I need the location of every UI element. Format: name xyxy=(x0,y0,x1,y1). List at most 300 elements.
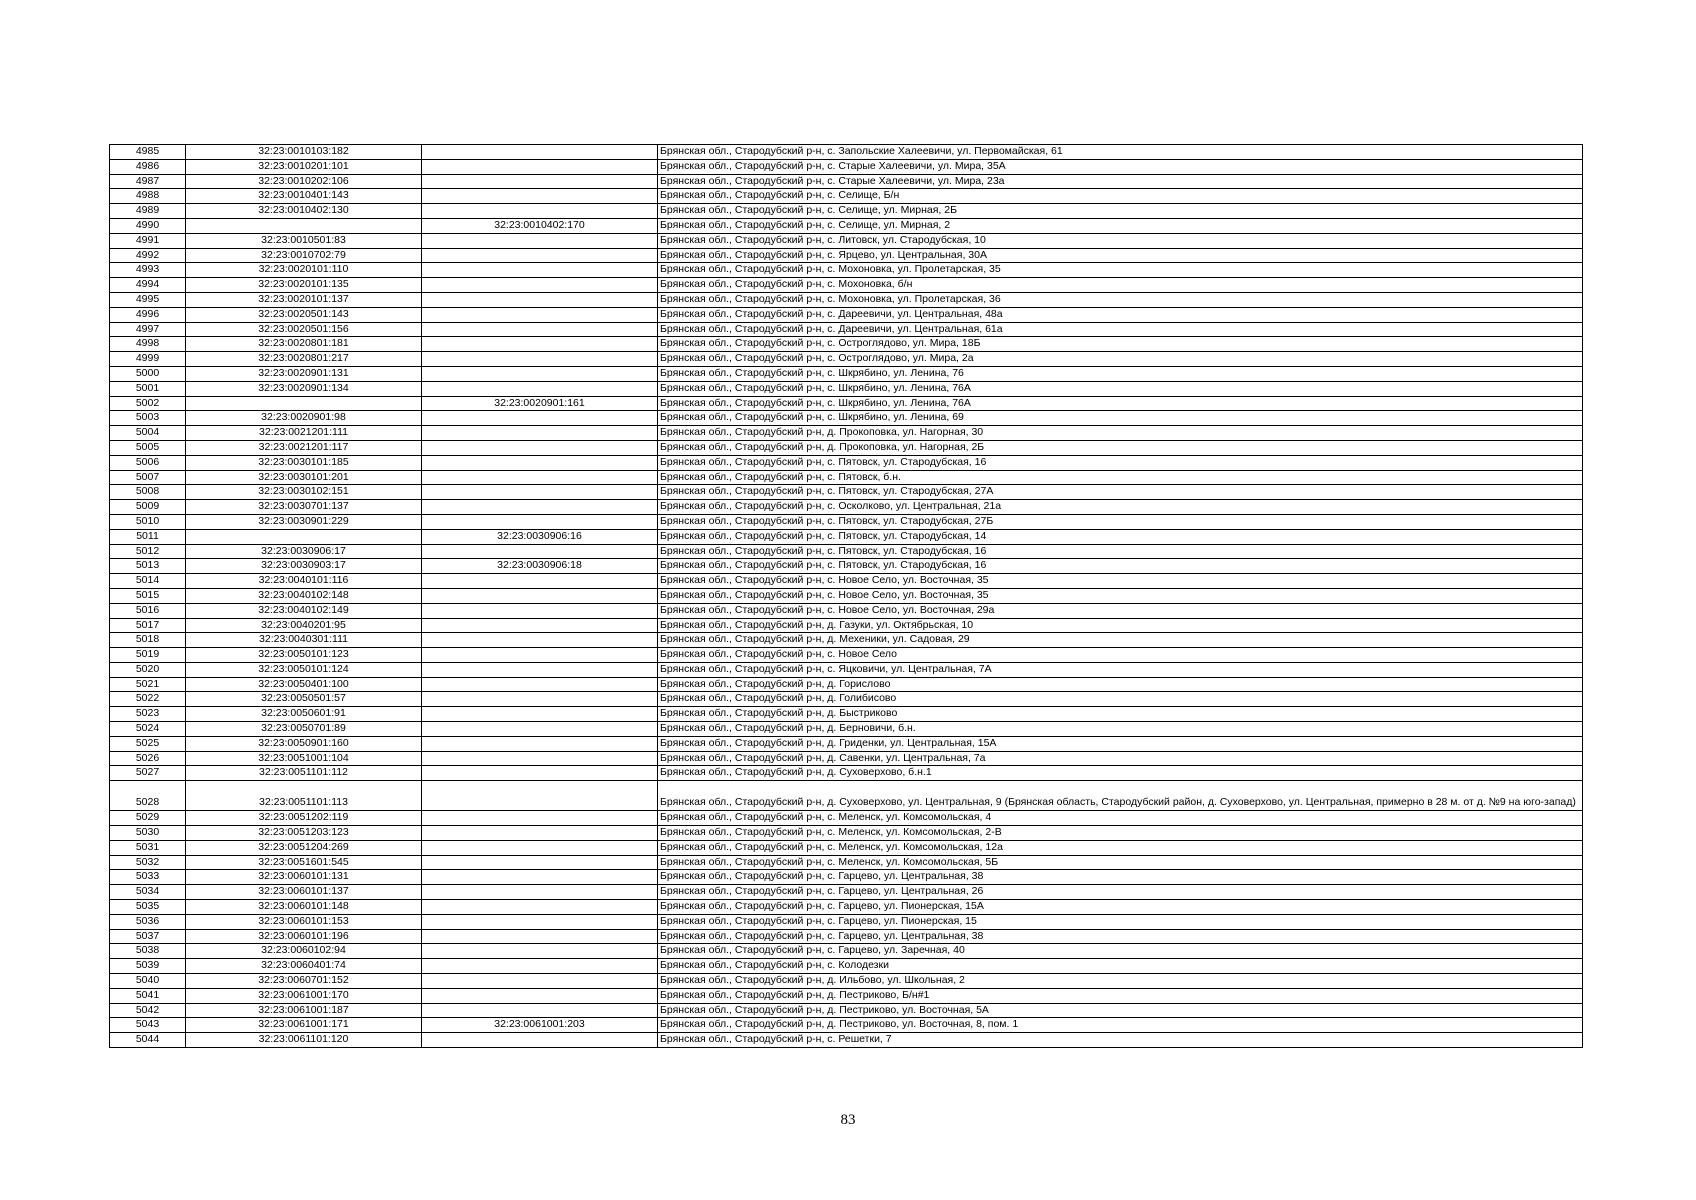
cadastral-number-cell: 32:23:0020801:217 xyxy=(186,352,422,367)
row-number-cell: 5039 xyxy=(110,959,186,974)
row-number-cell: 5034 xyxy=(110,885,186,900)
address-cell: Брянская обл., Стародубский р-н, д. Гриденки, ул. Центральная, 15А xyxy=(658,736,1583,751)
cadastral-number-cell: 32:23:0040101:116 xyxy=(186,574,422,589)
cadastral-number-cell: 32:23:0050601:91 xyxy=(186,707,422,722)
address-cell: Брянская обл., Стародубский р-н, с. Гарцево, ул. Пионерская, 15А xyxy=(658,900,1583,915)
row-number-cell: 5008 xyxy=(110,485,186,500)
table-row xyxy=(110,588,1583,603)
address-cell: Брянская обл., Стародубский р-н, с. Колодезки xyxy=(658,959,1583,974)
address-cell: Брянская обл., Стародубский р-н, с. Гарцево, ул. Центральная, 38 xyxy=(658,929,1583,944)
cadastral-number-cell: 32:23:0060101:148 xyxy=(186,900,422,915)
address-cell: Брянская обл., Стародубский р-н, с. Шкрябино, ул. Ленина, 69 xyxy=(658,411,1583,426)
related-cadastral-number-cell xyxy=(422,366,658,381)
row-number-cell: 4987 xyxy=(110,174,186,189)
row-number-cell: 5018 xyxy=(110,633,186,648)
row-number-cell: 5028 xyxy=(110,781,186,811)
table-row xyxy=(110,352,1583,367)
related-cadastral-number-cell xyxy=(422,677,658,692)
related-cadastral-number-cell xyxy=(422,174,658,189)
related-cadastral-number-cell xyxy=(422,411,658,426)
cadastral-number-cell: 32:23:0050101:124 xyxy=(186,662,422,677)
related-cadastral-number-cell xyxy=(422,574,658,589)
related-cadastral-number-cell xyxy=(422,840,658,855)
table-row xyxy=(110,1018,1583,1033)
related-cadastral-number-cell: 32:23:0030906:18 xyxy=(422,559,658,574)
row-number-cell: 5026 xyxy=(110,751,186,766)
address-cell: Брянская обл., Стародубский р-н, с. Пятовск, ул. Стародубская, 16 xyxy=(658,455,1583,470)
address-cell: Брянская обл., Стародубский р-н, с. Новое Село, ул. Восточная, 29а xyxy=(658,603,1583,618)
cadastral-number-cell: 32:23:0051202:119 xyxy=(186,811,422,826)
cadastral-number-cell: 32:23:0010702:79 xyxy=(186,248,422,263)
related-cadastral-number-cell xyxy=(422,145,658,160)
address-cell: Брянская обл., Стародубский р-н, с. Гарцево, ул. Заречная, 40 xyxy=(658,944,1583,959)
row-number-cell: 5043 xyxy=(110,1018,186,1033)
related-cadastral-number-cell xyxy=(422,544,658,559)
row-number-cell: 5037 xyxy=(110,929,186,944)
row-number-cell: 5024 xyxy=(110,722,186,737)
related-cadastral-number-cell xyxy=(422,588,658,603)
address-cell: Брянская обл., Стародубский р-н, с. Дареевичи, ул. Центральная, 61а xyxy=(658,322,1583,337)
row-number-cell: 5007 xyxy=(110,470,186,485)
table-row xyxy=(110,455,1583,470)
row-number-cell: 4998 xyxy=(110,337,186,352)
related-cadastral-number-cell xyxy=(422,292,658,307)
cadastral-number-cell: 32:23:0020101:135 xyxy=(186,278,422,293)
table-row xyxy=(110,396,1583,411)
address-cell: Брянская обл., Стародубский р-н, с. Селище, ул. Мирная, 2Б xyxy=(658,204,1583,219)
related-cadastral-number-cell xyxy=(422,159,658,174)
related-cadastral-number-cell xyxy=(422,470,658,485)
table-row xyxy=(110,514,1583,529)
row-number-cell: 5042 xyxy=(110,1003,186,1018)
address-cell: Брянская обл., Стародубский р-н, с. Мохоновка, б/н xyxy=(658,278,1583,293)
table-row xyxy=(110,307,1583,322)
row-number-cell: 4992 xyxy=(110,248,186,263)
row-number-cell: 4996 xyxy=(110,307,186,322)
table-row xyxy=(110,722,1583,737)
table-row xyxy=(110,618,1583,633)
cadastral-number-cell: 32:23:0051203:123 xyxy=(186,826,422,841)
row-number-cell: 4986 xyxy=(110,159,186,174)
address-cell: Брянская обл., Стародубский р-н, с. Старые Халеевичи, ул. Мира, 23а xyxy=(658,174,1583,189)
table-row xyxy=(110,988,1583,1003)
address-cell: Брянская обл., Стародубский р-н, д. Газуки, ул. Октябрьская, 10 xyxy=(658,618,1583,633)
address-cell: Брянская обл., Стародубский р-н, д. Горислово xyxy=(658,677,1583,692)
address-cell: Брянская обл., Стародубский р-н, с. Селище, ул. Мирная, 2 xyxy=(658,218,1583,233)
table-row xyxy=(110,648,1583,663)
cadastral-number-cell: 32:23:0050901:160 xyxy=(186,736,422,751)
related-cadastral-number-cell xyxy=(422,500,658,515)
row-number-cell: 5044 xyxy=(110,1033,186,1048)
address-cell: Брянская обл., Стародубский р-н, д. Голибисово xyxy=(658,692,1583,707)
address-cell: Брянская обл., Стародубский р-н, д. Быстриково xyxy=(658,707,1583,722)
table-row xyxy=(110,944,1583,959)
related-cadastral-number-cell xyxy=(422,307,658,322)
related-cadastral-number-cell xyxy=(422,855,658,870)
address-cell: Брянская обл., Стародубский р-н, с. Дареевичи, ул. Центральная, 48а xyxy=(658,307,1583,322)
related-cadastral-number-cell xyxy=(422,944,658,959)
row-number-cell: 5015 xyxy=(110,588,186,603)
address-cell: Брянская обл., Стародубский р-н, с. Меленск, ул. Комсомольская, 12а xyxy=(658,840,1583,855)
table-row xyxy=(110,692,1583,707)
address-cell: Брянская обл., Стародубский р-н, с. Пятовск, ул. Стародубская, 16 xyxy=(658,544,1583,559)
row-number-cell: 5035 xyxy=(110,900,186,915)
table-row xyxy=(110,248,1583,263)
address-cell: Брянская обл., Стародубский р-н, с. Решетки, 7 xyxy=(658,1033,1583,1048)
address-cell: Брянская обл., Стародубский р-н, с. Остроглядово, ул. Мира, 2а xyxy=(658,352,1583,367)
cadastral-number-cell: 32:23:0010201:101 xyxy=(186,159,422,174)
cadastral-number-cell: 32:23:0050401:100 xyxy=(186,677,422,692)
related-cadastral-number-cell xyxy=(422,322,658,337)
table-row xyxy=(110,174,1583,189)
address-cell: Брянская обл., Стародубский р-н, с. Гарцево, ул. Пионерская, 15 xyxy=(658,914,1583,929)
cadastral-number-cell: 32:23:0020901:131 xyxy=(186,366,422,381)
address-cell: Брянская обл., Стародубский р-н, с. Меленск, ул. Комсомольская, 2-В xyxy=(658,826,1583,841)
row-number-cell: 5033 xyxy=(110,870,186,885)
table-row xyxy=(110,145,1583,160)
table-row xyxy=(110,529,1583,544)
cadastral-number-cell: 32:23:0030906:17 xyxy=(186,544,422,559)
related-cadastral-number-cell xyxy=(422,648,658,663)
table-row xyxy=(110,411,1583,426)
cadastral-number-cell: 32:23:0010103:182 xyxy=(186,145,422,160)
address-cell: Брянская обл., Стародубский р-н, с. Осколково, ул. Центральная, 21а xyxy=(658,500,1583,515)
cadastral-number-cell: 32:23:0010501:83 xyxy=(186,233,422,248)
address-cell: Брянская обл., Стародубский р-н, с. Пятовск, ул. Стародубская, 27А xyxy=(658,485,1583,500)
address-cell: Брянская обл., Стародубский р-н, д. Ильбово, ул. Школьная, 2 xyxy=(658,974,1583,989)
address-cell: Брянская обл., Стародубский р-н, д. Суховерхово, б.н.1 xyxy=(658,766,1583,781)
address-cell: Брянская обл., Стародубский р-н, д. Прокоповка, ул. Нагорная, 30 xyxy=(658,426,1583,441)
cadastral-number-cell: 32:23:0051101:113 xyxy=(186,781,422,811)
row-number-cell: 5029 xyxy=(110,811,186,826)
cadastral-number-cell: 32:23:0030903:17 xyxy=(186,559,422,574)
cadastral-number-cell: 32:23:0020801:181 xyxy=(186,337,422,352)
table-row xyxy=(110,900,1583,915)
related-cadastral-number-cell xyxy=(422,900,658,915)
table-row xyxy=(110,189,1583,204)
related-cadastral-number-cell: 32:23:0061001:203 xyxy=(422,1018,658,1033)
cadastral-number-cell: 32:23:0060401:74 xyxy=(186,959,422,974)
related-cadastral-number-cell xyxy=(422,826,658,841)
address-cell: Брянская обл., Стародубский р-н, д. Пестриково, ул. Восточная, 5А xyxy=(658,1003,1583,1018)
address-cell: Брянская обл., Стародубский р-н, с. Пятовск, ул. Стародубская, 14 xyxy=(658,529,1583,544)
table-row xyxy=(110,440,1583,455)
row-number-cell: 5013 xyxy=(110,559,186,574)
address-cell: Брянская обл., Стародубский р-н, с. Гарцево, ул. Центральная, 38 xyxy=(658,870,1583,885)
related-cadastral-number-cell xyxy=(422,189,658,204)
cadastral-number-cell: 32:23:0010202:106 xyxy=(186,174,422,189)
related-cadastral-number-cell xyxy=(422,248,658,263)
related-cadastral-number-cell xyxy=(422,811,658,826)
address-cell: Брянская обл., Стародубский р-н, с. Пятовск, ул. Стародубская, 27Б xyxy=(658,514,1583,529)
cadastral-number-cell: 32:23:0020101:110 xyxy=(186,263,422,278)
row-number-cell: 5010 xyxy=(110,514,186,529)
cadastral-number-cell: 32:23:0030102:151 xyxy=(186,485,422,500)
related-cadastral-number-cell xyxy=(422,1033,658,1048)
row-number-cell: 5023 xyxy=(110,707,186,722)
cadastral-number-cell: 32:23:0030901:229 xyxy=(186,514,422,529)
cadastral-number-cell: 32:23:0030101:201 xyxy=(186,470,422,485)
address-cell: Брянская обл., Стародубский р-н, с. Селище, Б/н xyxy=(658,189,1583,204)
row-number-cell: 5019 xyxy=(110,648,186,663)
cadastral-number-cell: 32:23:0051001:104 xyxy=(186,751,422,766)
table-row xyxy=(110,870,1583,885)
cadastral-number-cell: 32:23:0061001:187 xyxy=(186,1003,422,1018)
address-cell: Брянская обл., Стародубский р-н, д. Пестриково, Б/н#1 xyxy=(658,988,1583,1003)
cadastral-number-cell: 32:23:0010402:130 xyxy=(186,204,422,219)
address-cell: Брянская обл., Стародубский р-н, с. Литовск, ул. Стародубская, 10 xyxy=(658,233,1583,248)
cadastral-number-cell: 32:23:0060701:152 xyxy=(186,974,422,989)
address-cell: Брянская обл., Стародубский р-н, с. Меленск, ул. Комсомольская, 4 xyxy=(658,811,1583,826)
cadastral-number-cell: 32:23:0020101:137 xyxy=(186,292,422,307)
row-number-cell: 5001 xyxy=(110,381,186,396)
row-number-cell: 5011 xyxy=(110,529,186,544)
cadastral-number-cell: 32:23:0021201:117 xyxy=(186,440,422,455)
address-cell: Брянская обл., Стародубский р-н, с. Новое Село xyxy=(658,648,1583,663)
cadastral-number-cell: 32:23:0061001:171 xyxy=(186,1018,422,1033)
related-cadastral-number-cell xyxy=(422,485,658,500)
table-row xyxy=(110,278,1583,293)
address-cell: Брянская обл., Стародубский р-н, д. Прокоповка, ул. Нагорная, 2Б xyxy=(658,440,1583,455)
row-number-cell: 5006 xyxy=(110,455,186,470)
row-number-cell: 4985 xyxy=(110,145,186,160)
table-row xyxy=(110,914,1583,929)
row-number-cell: 5005 xyxy=(110,440,186,455)
row-number-cell: 5014 xyxy=(110,574,186,589)
row-number-cell: 4991 xyxy=(110,233,186,248)
table-row xyxy=(110,633,1583,648)
related-cadastral-number-cell xyxy=(422,352,658,367)
related-cadastral-number-cell xyxy=(422,337,658,352)
related-cadastral-number-cell xyxy=(422,722,658,737)
cadastral-number-cell: 32:23:0040102:149 xyxy=(186,603,422,618)
row-number-cell: 5036 xyxy=(110,914,186,929)
row-number-cell: 5004 xyxy=(110,426,186,441)
table-row xyxy=(110,677,1583,692)
cadastral-number-cell xyxy=(186,218,422,233)
row-number-cell: 5022 xyxy=(110,692,186,707)
row-number-cell: 5030 xyxy=(110,826,186,841)
related-cadastral-number-cell xyxy=(422,929,658,944)
cadastral-number-cell: 32:23:0060101:137 xyxy=(186,885,422,900)
cadastral-number-cell: 32:23:0030101:185 xyxy=(186,455,422,470)
related-cadastral-number-cell: 32:23:0020901:161 xyxy=(422,396,658,411)
cadastral-number-cell: 32:23:0040301:111 xyxy=(186,633,422,648)
cadastral-number-cell: 32:23:0051601:545 xyxy=(186,855,422,870)
address-cell: Брянская обл., Стародубский р-н, д. Суховерхово, ул. Центральная, 9 (Брянская область, Стародубский район, д. Суховерхово, ул. Центральная, примерно в 28 м. от д. №9 на юго-запад) xyxy=(658,781,1583,811)
address-cell: Брянская обл., Стародубский р-н, с. Новое Село, ул. Восточная, 35 xyxy=(658,574,1583,589)
cadastral-number-cell: 32:23:0051204:269 xyxy=(186,840,422,855)
row-number-cell: 4989 xyxy=(110,204,186,219)
row-number-cell: 4993 xyxy=(110,263,186,278)
cadastral-number-cell: 32:23:0060101:196 xyxy=(186,929,422,944)
row-number-cell: 5020 xyxy=(110,662,186,677)
table-row xyxy=(110,381,1583,396)
row-number-cell: 5041 xyxy=(110,988,186,1003)
cadastral-number-cell: 32:23:0040102:148 xyxy=(186,588,422,603)
row-number-cell: 4994 xyxy=(110,278,186,293)
address-cell: Брянская обл., Стародубский р-н, с. Пятовск, б.н. xyxy=(658,470,1583,485)
cadastral-number-cell: 32:23:0050101:123 xyxy=(186,648,422,663)
address-cell: Брянская обл., Стародубский р-н, с. Старые Халеевичи, ул. Мира, 35А xyxy=(658,159,1583,174)
address-cell: Брянская обл., Стародубский р-н, д. Пестриково, ул. Восточная, 8, пом. 1 xyxy=(658,1018,1583,1033)
row-number-cell: 5003 xyxy=(110,411,186,426)
cadastral-number-cell: 32:23:0060101:153 xyxy=(186,914,422,929)
address-cell: Брянская обл., Стародубский р-н, д. Берновичи, б.н. xyxy=(658,722,1583,737)
table-body xyxy=(110,145,1583,1048)
related-cadastral-number-cell xyxy=(422,204,658,219)
cadastral-number-cell: 32:23:0020501:156 xyxy=(186,322,422,337)
cadastral-number-cell: 32:23:0021201:111 xyxy=(186,426,422,441)
address-cell: Брянская обл., Стародубский р-н, с. Пятовск, ул. Стародубская, 16 xyxy=(658,559,1583,574)
address-cell: Брянская обл., Стародубский р-н, с. Ярцево, ул. Центральная, 30А xyxy=(658,248,1583,263)
address-cell: Брянская обл., Стародубский р-н, с. Мохоновка, ул. Пролетарская, 35 xyxy=(658,263,1583,278)
page-number: 83 xyxy=(840,1112,856,1128)
related-cadastral-number-cell xyxy=(422,870,658,885)
related-cadastral-number-cell xyxy=(422,707,658,722)
table-row xyxy=(110,485,1583,500)
row-number-cell: 5032 xyxy=(110,855,186,870)
address-cell: Брянская обл., Стародубский р-н, с. Шкрябино, ул. Ленина, 76А xyxy=(658,396,1583,411)
cadastral-number-cell: 32:23:0020901:134 xyxy=(186,381,422,396)
related-cadastral-number-cell xyxy=(422,263,658,278)
related-cadastral-number-cell xyxy=(422,426,658,441)
related-cadastral-number-cell xyxy=(422,885,658,900)
table-row xyxy=(110,707,1583,722)
cadastral-number-cell: 32:23:0010401:143 xyxy=(186,189,422,204)
table-row xyxy=(110,218,1583,233)
table-row xyxy=(110,1033,1583,1048)
cadastral-number-cell: 32:23:0050501:57 xyxy=(186,692,422,707)
cadastral-number-cell: 32:23:0051101:112 xyxy=(186,766,422,781)
row-number-cell: 5002 xyxy=(110,396,186,411)
table-row xyxy=(110,781,1583,811)
address-cell: Брянская обл., Стародубский р-н, с. Гарцево, ул. Центральная, 26 xyxy=(658,885,1583,900)
table-row xyxy=(110,292,1583,307)
row-number-cell: 4990 xyxy=(110,218,186,233)
row-number-cell: 5012 xyxy=(110,544,186,559)
cadastral-table xyxy=(109,144,1583,1048)
related-cadastral-number-cell: 32:23:0030906:16 xyxy=(422,529,658,544)
cadastral-number-cell xyxy=(186,529,422,544)
row-number-cell: 5021 xyxy=(110,677,186,692)
table-row xyxy=(110,811,1583,826)
table-row xyxy=(110,974,1583,989)
table-row xyxy=(110,544,1583,559)
related-cadastral-number-cell xyxy=(422,455,658,470)
row-number-cell: 4995 xyxy=(110,292,186,307)
cadastral-number-cell: 32:23:0030701:137 xyxy=(186,500,422,515)
address-cell: Брянская обл., Стародубский р-н, с. Запольские Халеевичи, ул. Первомайская, 61 xyxy=(658,145,1583,160)
table-row xyxy=(110,426,1583,441)
cadastral-number-cell: 32:23:0020901:98 xyxy=(186,411,422,426)
address-cell: Брянская обл., Стародубский р-н, с. Мохоновка, ул. Пролетарская, 36 xyxy=(658,292,1583,307)
table-row xyxy=(110,263,1583,278)
related-cadastral-number-cell xyxy=(422,633,658,648)
related-cadastral-number-cell xyxy=(422,766,658,781)
table-row xyxy=(110,736,1583,751)
address-cell: Брянская обл., Стародубский р-н, с. Меленск, ул. Комсомольская, 5Б xyxy=(658,855,1583,870)
address-cell: Брянская обл., Стародубский р-н, с. Новое Село, ул. Восточная, 35 xyxy=(658,588,1583,603)
table-row xyxy=(110,1003,1583,1018)
row-number-cell: 5027 xyxy=(110,766,186,781)
cadastral-number-cell: 32:23:0061001:170 xyxy=(186,988,422,1003)
related-cadastral-number-cell xyxy=(422,381,658,396)
row-number-cell: 5040 xyxy=(110,974,186,989)
related-cadastral-number-cell xyxy=(422,618,658,633)
related-cadastral-number-cell xyxy=(422,662,658,677)
table-row xyxy=(110,826,1583,841)
table-row xyxy=(110,855,1583,870)
row-number-cell: 5031 xyxy=(110,840,186,855)
table-row xyxy=(110,559,1583,574)
table-row xyxy=(110,233,1583,248)
related-cadastral-number-cell xyxy=(422,781,658,811)
row-number-cell: 4997 xyxy=(110,322,186,337)
row-number-cell: 5017 xyxy=(110,618,186,633)
table-row xyxy=(110,751,1583,766)
cadastral-number-cell: 32:23:0050701:89 xyxy=(186,722,422,737)
cadastral-number-cell xyxy=(186,396,422,411)
address-cell: Брянская обл., Стародубский р-н, с. Шкрябино, ул. Ленина, 76 xyxy=(658,366,1583,381)
cadastral-number-cell: 32:23:0060101:131 xyxy=(186,870,422,885)
related-cadastral-number-cell xyxy=(422,974,658,989)
row-number-cell: 4988 xyxy=(110,189,186,204)
row-number-cell: 5038 xyxy=(110,944,186,959)
address-cell: Брянская обл., Стародубский р-н, д. Мехеники, ул. Садовая, 29 xyxy=(658,633,1583,648)
related-cadastral-number-cell xyxy=(422,914,658,929)
table-row xyxy=(110,159,1583,174)
related-cadastral-number-cell xyxy=(422,692,658,707)
related-cadastral-number-cell xyxy=(422,988,658,1003)
table-row xyxy=(110,885,1583,900)
cadastral-number-cell: 32:23:0040201:95 xyxy=(186,618,422,633)
table-row xyxy=(110,959,1583,974)
cadastral-number-cell: 32:23:0061101:120 xyxy=(186,1033,422,1048)
table-row xyxy=(110,840,1583,855)
related-cadastral-number-cell xyxy=(422,233,658,248)
address-cell: Брянская обл., Стародубский р-н, с. Остроглядово, ул. Мира, 18Б xyxy=(658,337,1583,352)
table-row xyxy=(110,603,1583,618)
related-cadastral-number-cell xyxy=(422,440,658,455)
address-cell: Брянская обл., Стародубский р-н, с. Яцковичи, ул. Центральная, 7А xyxy=(658,662,1583,677)
address-cell: Брянская обл., Стародубский р-н, с. Шкрябино, ул. Ленина, 76А xyxy=(658,381,1583,396)
cadastral-number-cell: 32:23:0020501:143 xyxy=(186,307,422,322)
table-row xyxy=(110,322,1583,337)
related-cadastral-number-cell xyxy=(422,1003,658,1018)
row-number-cell: 5000 xyxy=(110,366,186,381)
table-row xyxy=(110,366,1583,381)
related-cadastral-number-cell xyxy=(422,514,658,529)
address-cell: Брянская обл., Стародубский р-н, д. Савенки, ул. Центральная, 7а xyxy=(658,751,1583,766)
related-cadastral-number-cell xyxy=(422,959,658,974)
row-number-cell: 4999 xyxy=(110,352,186,367)
table-row xyxy=(110,500,1583,515)
table-row xyxy=(110,470,1583,485)
table-row xyxy=(110,574,1583,589)
related-cadastral-number-cell xyxy=(422,278,658,293)
related-cadastral-number-cell xyxy=(422,751,658,766)
related-cadastral-number-cell: 32:23:0010402:170 xyxy=(422,218,658,233)
row-number-cell: 5009 xyxy=(110,500,186,515)
table-row xyxy=(110,337,1583,352)
row-number-cell: 5016 xyxy=(110,603,186,618)
table-row xyxy=(110,204,1583,219)
related-cadastral-number-cell xyxy=(422,603,658,618)
table-row xyxy=(110,766,1583,781)
table-row xyxy=(110,662,1583,677)
cadastral-number-cell: 32:23:0060102:94 xyxy=(186,944,422,959)
